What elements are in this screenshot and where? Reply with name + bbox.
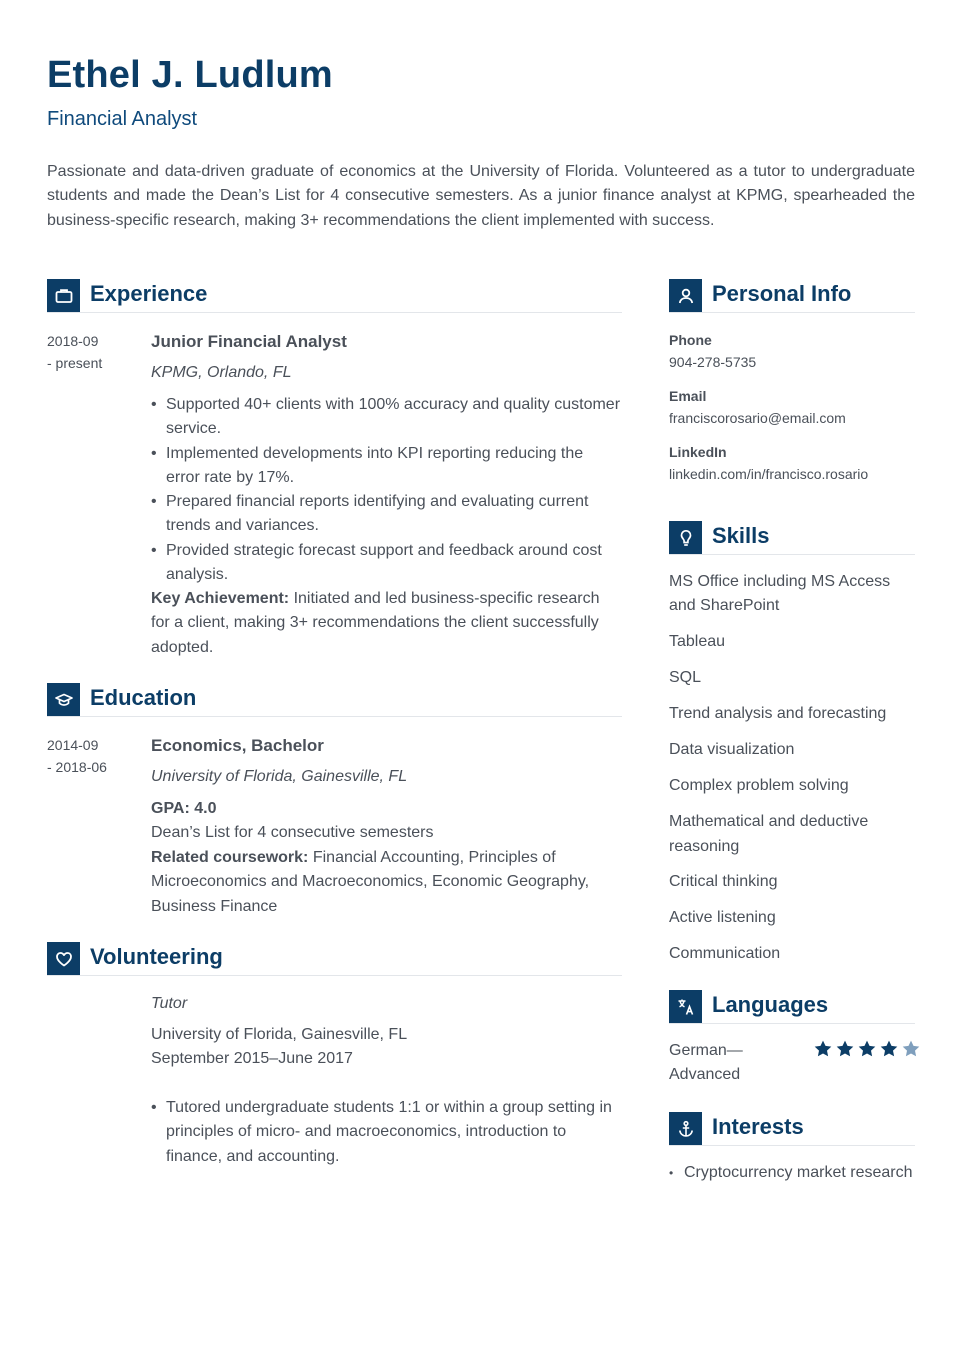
- user-icon: [669, 279, 702, 312]
- skills-list: [669, 570, 915, 978]
- key-achievement: [151, 587, 621, 660]
- lightbulb-icon: [669, 521, 702, 554]
- education-date: [47, 734, 107, 778]
- personal-info-heading: Personal Info: [712, 281, 852, 306]
- education-section-header: [47, 683, 622, 717]
- experience-date: [47, 330, 102, 374]
- key-achievement-label: Key Achievement:: [151, 590, 290, 607]
- volunteering-bullets: [151, 1096, 621, 1169]
- job-title: Financial Analyst: [47, 108, 198, 130]
- profile-summary: Passionate and data-driven graduate of economics at the University of Florida. Volunteered as a tutor to undergraduate students and made the Dean’s List for 4 consecutive semesters. As a junior finance analyst at KPMG, spearheaded the business-specific research, making 3+ recommendations the client implemented with success.: [47, 163, 915, 229]
- skill-item: Active listening: [669, 909, 776, 927]
- briefcase-icon: [47, 279, 80, 312]
- star-empty-icon: [901, 1039, 921, 1059]
- experience-bullets: [151, 393, 621, 587]
- key-achievement-text: Initiated and led business-specific research for a client, making 3+ recommendations the client successfully adopted.: [151, 590, 600, 656]
- star-filled-icon: [835, 1039, 855, 1059]
- heart-icon: [47, 942, 80, 975]
- skill-item: Tableau: [669, 633, 726, 651]
- interest-item: • Cryptocurrency market research: [669, 1161, 915, 1185]
- skill-item: Complex problem solving: [669, 777, 849, 795]
- education-deans-list: Dean’s List for 4 consecutive semesters: [151, 824, 434, 841]
- experience-role: Junior Financial Analyst: [151, 332, 347, 351]
- skill-item: Critical thinking: [669, 873, 778, 891]
- list-item: • Supported 40+ clients with 100% accuracy and quality customer service.: [151, 393, 621, 442]
- languages-heading: Languages: [712, 992, 829, 1017]
- education-date-end: - 2018-06: [47, 759, 107, 775]
- language-name: German—Advanced: [669, 1042, 743, 1084]
- education-coursework: [151, 846, 621, 919]
- experience-date-end: - present: [47, 355, 103, 371]
- language-rating: [813, 1039, 921, 1059]
- email-value: franciscorosario@email.com: [669, 410, 846, 426]
- list-item: • Tutored undergraduate students 1:1 or within a group setting in principles of micro- and macroeconomics, introduction to finance, and accounting.: [151, 1096, 621, 1169]
- interests-section-header: [669, 1112, 915, 1146]
- education-heading: Education: [90, 685, 197, 710]
- skill-item: MS Office including MS Access and SharePoint: [669, 573, 891, 615]
- volunteering-section-header: [47, 942, 622, 976]
- interests-heading: Interests: [712, 1114, 804, 1139]
- volunteering-role: Tutor: [151, 995, 188, 1012]
- skill-item: SQL: [669, 669, 702, 687]
- education-school: University of Florida, Gainesville, FL: [151, 768, 408, 785]
- anchor-icon: [669, 1112, 702, 1145]
- volunteering-dates: September 2015–June 2017: [151, 1050, 353, 1067]
- education-gpa: GPA: 4.0: [151, 800, 217, 817]
- list-item: • Provided strategic forecast support and feedback around cost analysis.: [151, 539, 621, 588]
- phone-value: 904-278-5735: [669, 354, 757, 370]
- skill-item: Trend analysis and forecasting: [669, 705, 887, 723]
- education-degree: Economics, Bachelor: [151, 736, 324, 755]
- translate-icon: [669, 990, 702, 1023]
- volunteering-place: University of Florida, Gainesville, FL: [151, 1026, 408, 1043]
- skills-section-header: [669, 521, 915, 555]
- star-filled-icon: [857, 1039, 877, 1059]
- skill-item: Mathematical and deductive reasoning: [669, 813, 869, 855]
- volunteering-heading: Volunteering: [90, 944, 223, 969]
- experience-date-start: 2018-09: [47, 333, 99, 349]
- phone-label: Phone: [669, 332, 712, 348]
- coursework-text: Financial Accounting, Principles of Microeconomics and Macroeconomics, Economic Geography, Business Finance: [151, 849, 590, 915]
- coursework-label: Related coursework:: [151, 849, 309, 866]
- list-item: • Implemented developments into KPI reporting reducing the error rate by 17%.: [151, 442, 621, 491]
- experience-company: KPMG, Orlando, FL: [151, 364, 292, 381]
- graduation-cap-icon: [47, 683, 80, 716]
- star-filled-icon: [813, 1039, 833, 1059]
- experience-section-header: [47, 279, 622, 313]
- skill-item: Data visualization: [669, 741, 795, 759]
- star-filled-icon: [879, 1039, 899, 1059]
- interests-list: [669, 1161, 915, 1185]
- skill-item: Communication: [669, 945, 781, 963]
- languages-section-header: [669, 990, 915, 1024]
- skills-heading: Skills: [712, 523, 770, 548]
- education-date-start: 2014-09: [47, 737, 99, 753]
- personal-info-section-header: [669, 279, 915, 313]
- candidate-name: Ethel J. Ludlum: [47, 54, 333, 96]
- experience-heading: Experience: [90, 281, 208, 306]
- email-label: Email: [669, 388, 707, 404]
- list-item: • Prepared financial reports identifying and evaluating current trends and variances.: [151, 490, 621, 539]
- linkedin-label: LinkedIn: [669, 444, 727, 460]
- linkedin-value: linkedin.com/in/francisco.rosario: [669, 466, 869, 482]
